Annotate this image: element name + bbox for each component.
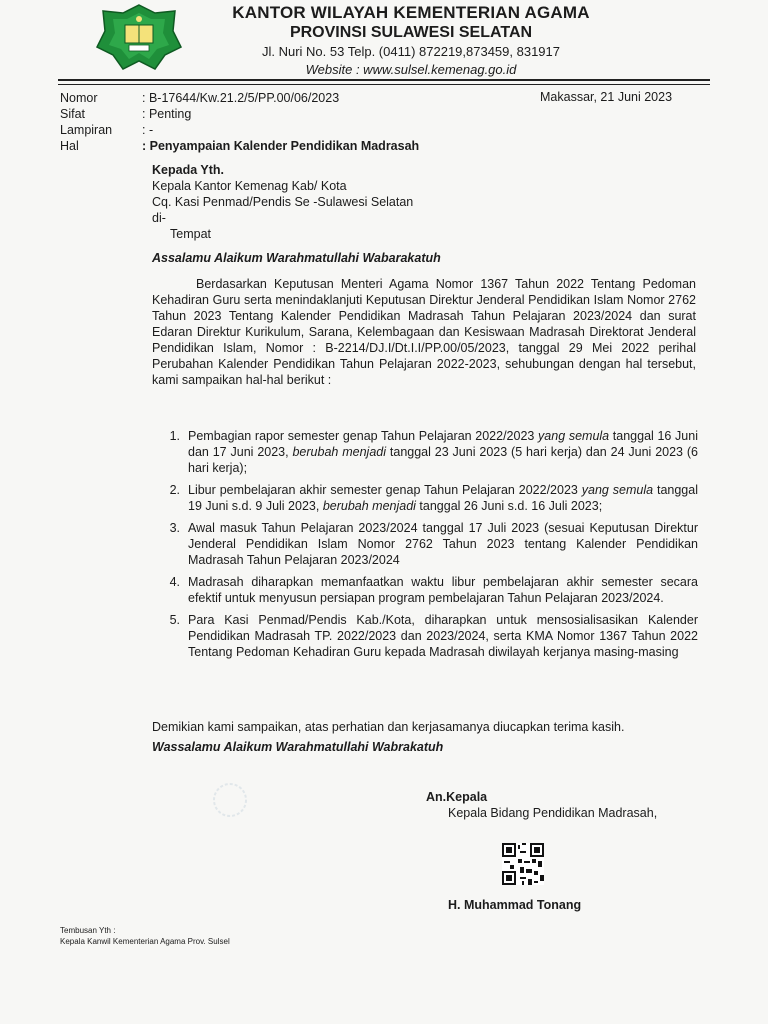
item-number: 3. bbox=[169, 521, 180, 535]
item-text-italic: yang semula bbox=[581, 483, 654, 497]
greeting: Assalamu Alaikum Warahmatullahi Wabarakatuh bbox=[152, 251, 441, 265]
hal-value: : Penyampaian Kalender Pendidikan Madrasah bbox=[142, 139, 420, 153]
item-number: 4. bbox=[169, 575, 180, 589]
watermark-stamp-icon bbox=[200, 780, 260, 820]
item-text bbox=[188, 428, 698, 476]
intro-paragraph: Berdasarkan Keputusan Menteri Agama Nomor 1367 Tahun 2022 Tentang Pedoman Kehadiran Guru serta menindaklanjuti Keputusan Direktur Jenderal Pendidikan Islam Nomor 2762 Tahun 2023 Tentang Kalender Pendidikan Madrasah Tahun Pelajaran 2023/2024 dan surat Edaran Direktur Kurikulum, Sarana, Kelembagaan dan Kesiswaan Madrasah Direktorat Jenderal Pendidikan Islam, Nomor : B-2214/DJ.I/Dt.I.I/PP.00/05/2023, tanggal 29 Mei 2022 perihal Perubahan Kalender Pendidikan Tahun Pelajaran 2022-2023, sehubungan dengan hal tersebut, kami sampaikan hal-hal berikut : bbox=[152, 277, 696, 387]
nomor-value: : B-17644/Kw.21.2/5/PP.00/06/2023 bbox=[142, 91, 340, 105]
item-text: Para Kasi Penmad/Pendis Kab./Kota, diharapkan untuk mensosialisasikan Kalender Pendidikan Madrasah TP. 2022/2023 dan 2023/2024, serta KMA Nomor 1367 Tahun 2022 Tentang Pedoman Kehadiran Guru kepada Madrasah diwilayah kerjanya masing-masing bbox=[188, 613, 698, 659]
item-text-italic: berubah menjadi bbox=[292, 445, 387, 459]
item-number: 1. bbox=[169, 429, 180, 443]
addressee-line1: Kepada Yth. bbox=[152, 163, 225, 177]
lampiran-label: Lampiran bbox=[60, 123, 113, 137]
letter-meta bbox=[60, 90, 419, 154]
nomor-label: Nomor bbox=[60, 91, 98, 105]
place-date: Makassar, 21 Juni 2023 bbox=[540, 90, 673, 104]
cc-line1: Kepala Kanwil Kementerian Agama Prov. Sulsel bbox=[60, 937, 230, 946]
item-text-part: tanggal 16 Juni dan 17 Juni 2023, bbox=[188, 429, 698, 459]
valediction: Wassalamu Alaikum Warahmatullahi Wabrakatuh bbox=[152, 740, 444, 754]
office-website: Website : www.sulsel.kemenag.go.id bbox=[305, 62, 517, 77]
list-item bbox=[152, 574, 698, 606]
header-rule-thin bbox=[58, 84, 710, 85]
item-text-italic: berubah menjadi bbox=[322, 499, 416, 513]
list-item bbox=[152, 612, 698, 660]
list-item bbox=[152, 482, 698, 514]
province-name: PROVINSI SULAWESI SELATAN bbox=[289, 24, 533, 41]
carbon-copy bbox=[60, 925, 230, 947]
lampiran-value: : - bbox=[142, 123, 154, 137]
item-text-part: tanggal 26 Juni s.d. 16 Juli 2023; bbox=[415, 499, 603, 513]
office-address: Jl. Nuri No. 53 Telp. (0411) 872219,873459, 831917 bbox=[261, 44, 560, 59]
qr-code-icon bbox=[502, 843, 544, 885]
kemenag-logo-icon bbox=[95, 3, 183, 71]
item-number: 5. bbox=[169, 613, 180, 627]
signature-title: Kepala Bidang Pendidikan Madrasah, bbox=[448, 806, 658, 820]
closing-line: Demikian kami sampaikan, atas perhatian dan kerjasamanya diucapkan terima kasih. bbox=[152, 720, 625, 734]
office-name: KANTOR WILAYAH KEMENTERIAN AGAMA bbox=[232, 3, 590, 22]
item-text bbox=[188, 482, 698, 514]
signature-an: An.Kepala bbox=[426, 790, 488, 804]
sifat-value: : Penting bbox=[142, 107, 192, 121]
addressee-line4: di- bbox=[152, 211, 166, 225]
addressee bbox=[152, 162, 413, 242]
item-text-italic: yang semula bbox=[538, 429, 610, 443]
signer-name: H. Muhammad Tonang bbox=[448, 898, 582, 912]
list-item bbox=[152, 520, 698, 568]
item-text-part: tanggal 23 Juni 2023 (5 hari kerja) dan 24 Juni 2023 (6 hari kerja); bbox=[188, 445, 698, 475]
header-rule bbox=[58, 79, 710, 81]
letterhead bbox=[196, 2, 626, 78]
item-text-part: Libur pembelajaran akhir semester genap Tahun Pelajaran 2022/2023 bbox=[188, 483, 582, 497]
sifat-label: Sifat bbox=[60, 107, 86, 121]
item-text-part: tanggal 19 Juni s.d. 9 Juli 2023, bbox=[188, 483, 698, 513]
item-text: Awal masuk Tahun Pelajaran 2023/2024 tanggal 17 Juli 2023 (sesuai Keputusan Direktur Jenderal Pendidikan Islam Nomor 2762 Tahun 2023 tentang Kalender Pendidikan Madrasah Tahun Pelajaran 2023/2024 bbox=[188, 521, 698, 567]
cc-label: Tembusan Yth : bbox=[60, 926, 116, 935]
addressee-line3: Cq. Kasi Penmad/Pendis Se -Sulawesi Selatan bbox=[152, 195, 414, 209]
points-list bbox=[152, 428, 698, 666]
hal-label: Hal bbox=[60, 139, 79, 153]
addressee-line5: Tempat bbox=[170, 227, 211, 241]
item-number: 2. bbox=[169, 483, 180, 497]
item-text-part: Pembagian rapor semester genap Tahun Pelajaran 2022/2023 bbox=[188, 429, 539, 443]
list-item bbox=[152, 428, 698, 476]
item-text: Madrasah diharapkan memanfaatkan waktu libur pembelajaran akhir semester secara efektif untuk menyusun persiapan program pembelajaran Tahun Pelajaran 2023/2024. bbox=[188, 575, 698, 605]
addressee-line2: Kepala Kantor Kemenag Kab/ Kota bbox=[152, 179, 347, 193]
